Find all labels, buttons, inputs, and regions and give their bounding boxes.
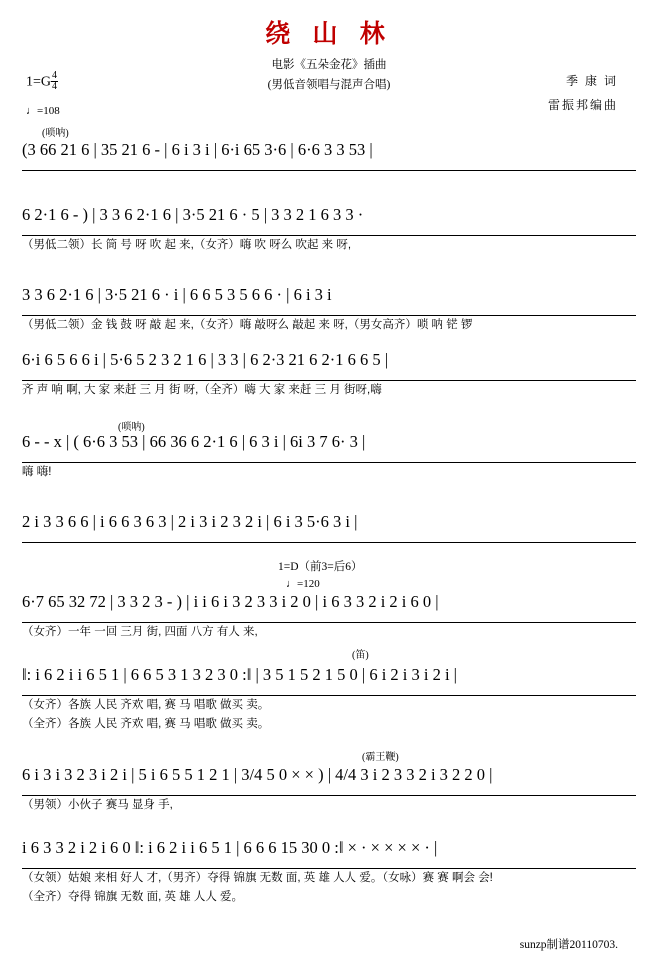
note-row: 6·i 6 5 6 6 i | 5·6 5 2 3 2 1 6 | 3 3 | 6 2·3 21 6 2·1 6 6 5 |: [22, 350, 636, 381]
instrument-mark-suona-1: (唢呐): [42, 128, 69, 139]
lyric-line-verse-1: （女领）姑娘 来相 好人 才,（男齐）夺得 锦旗 无数 面, 英 雄 人人 爱。（女咏）赛 赛 啊会 会!: [22, 872, 493, 884]
footer-credit: sunzp制谱20110703.: [519, 939, 618, 951]
tempo-marking: ♩=108: [26, 105, 60, 117]
music-system-2: [22, 205, 636, 255]
note-row: 2 i 3 3 6 6 | i 6 6 3 6 3 | 2 i 3 i 2 3 2 i | 6 i 3 5·6 3 i |: [22, 512, 636, 543]
page-title: 绕 山 林: [265, 21, 393, 48]
key-signature: 1=G: [26, 74, 52, 90]
lyric-line: （女齐）一年 一回 三月 街, 四面 八方 有人 来,: [22, 626, 258, 638]
note-row: 3 3 6 2·1 6 | 3·5 21 6 · i | 6 6 5 3 5 6 6 · | 6 i 3 i: [22, 285, 636, 316]
credit-lyricist: 季 康 词: [565, 74, 618, 88]
note-row: ‖: i 6 2 i i 6 5 1 | 6 6 5 3 1 3 2 3 0 :‖ | 3 5 1 5 2 1 5 0 | 6 i 2 i 3 i 2 i |: [22, 665, 636, 696]
instrument-mark-suona-2: (唢呐): [118, 422, 145, 433]
meter-bottom: 4: [52, 81, 58, 92]
note-row: 6 - - x | ( 6·6 3 53 | 66 36 6 2·1 6 | 6 3 i | 6i 3 7 6· 3 |: [22, 432, 636, 463]
note-row: 6·7 65 32 72 | 3 3 2 3 - ) | i i 6 i 3 2 3 3 i 2 0 | i 6 3 3 2 i 2 i 6 0 |: [22, 592, 636, 623]
subtitle-voicing: (男低音领唱与混声合唱): [267, 79, 391, 91]
instrument-mark-dizi: (笛): [352, 650, 369, 661]
meter-top: 4: [52, 70, 58, 81]
instrument-mark-bawangbian: (霸王鞭): [362, 752, 399, 763]
music-system-7: [22, 592, 636, 642]
subtitle-film: 电影《五朵金花》插曲: [271, 59, 387, 71]
lyric-line-verse-2: （全齐）夺得 锦旗 无数 面, 英 雄 人人 爱。: [22, 891, 244, 903]
lyric-line: （男低二领）金 钱 鼓 呀 敲 起 来,（女齐）嗨 敲呀么 敲起 来 呀,（男女高齐）唢 呐 铓 锣: [22, 319, 473, 331]
time-signature: [51, 71, 58, 92]
lyric-line: 齐 声 响 啊, 大 家 来赶 三 月 街 呀,（全齐）嗨 大 家 来赶 三 月 街呀,嗨: [22, 384, 382, 396]
tempo-marking-2: ♩=120: [286, 578, 320, 590]
lyric-line: （男领）小伙子 赛马 显身 手,: [22, 799, 173, 811]
music-system-5: [22, 432, 636, 482]
credit-composer: 雷振邦编曲: [547, 98, 618, 112]
note-row: 6 2·1 6 - ) | 3 3 6 2·1 6 | 3·5 21 6 · 5 | 3 3 2 1 6 3 3 ·: [22, 205, 636, 236]
note-row: (3 66 21 6 | 35 21 6 - | 6 i 3 i | 6·i 65 3·6 | 6·6 3 3 53 |: [22, 140, 636, 171]
lyric-line: （男低二领）长 筒 号 呀 吹 起 来,（女齐）嗨 吹 呀么 吹起 来 呀,: [22, 239, 352, 251]
music-system-6: [22, 512, 636, 543]
key-change-marking: 1=D（前3=后6）: [278, 561, 363, 573]
music-system-3: [22, 285, 636, 335]
music-system-8: [22, 665, 636, 733]
note-row: 6 i 3 i 3 2 3 i 2 i | 5 i 6 5 5 1 2 1 | 3/4 5 0 × × ) | 4/4 3 i 2 3 3 2 i 3 2 2 0 |: [22, 765, 636, 796]
note-row: i 6 3 3 2 i 2 i 6 0 ‖: i 6 2 i i 6 5 1 | 6 6 6 15 30 0 :‖ × · × × × × · |: [22, 838, 636, 869]
lyric-line-verse-2: （全齐）各族 人民 齐欢 唱, 赛 马 唱歌 做买 卖。: [22, 718, 270, 730]
lyric-line-verse-1: （女齐）各族 人民 齐欢 唱, 赛 马 唱歌 做买 卖。: [22, 699, 270, 711]
lyric-line: 嗨 嗨!: [22, 466, 52, 478]
key-signature-block: [26, 72, 58, 93]
music-system-4: [22, 350, 636, 400]
music-system-10: [22, 838, 636, 906]
music-system-9: [22, 765, 636, 815]
music-system-1: [22, 140, 636, 171]
